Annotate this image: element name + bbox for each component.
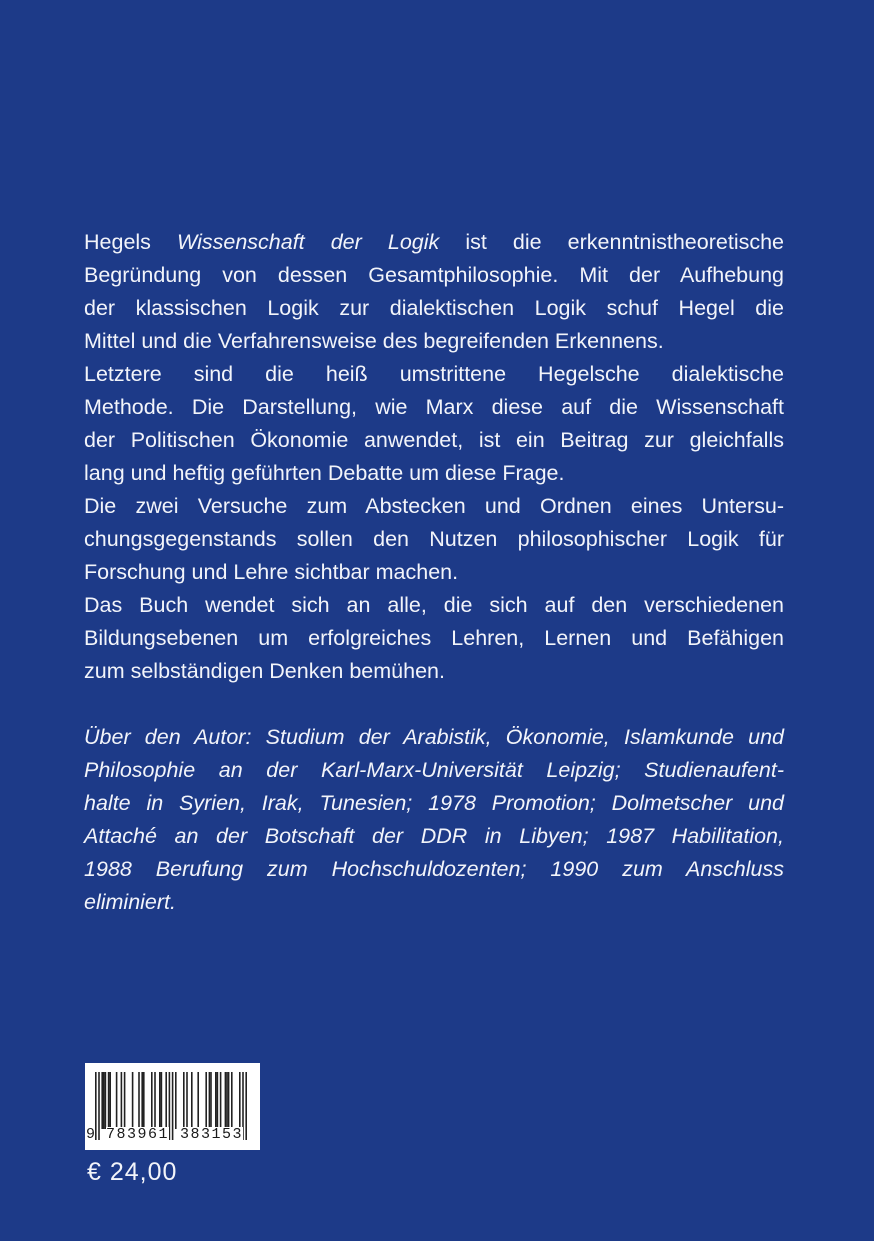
author-note-line: Über den Autor: Studium der Arabistik, Ökonomie, Islamkunde und (84, 725, 784, 749)
author-note-line: Attaché an der Botschaft der DDR in Libyen; 1987 Habilitation, (84, 824, 784, 848)
author-note-line: Philosophie an der Karl-Marx-Universität Leipzig; Studienaufent- (84, 758, 784, 782)
blurb-line: Bildungsebenen um erfolgreiches Lehren, Lernen und Befähigen (84, 626, 784, 650)
blurb-line: Forschung und Lehre sichtbar machen. (84, 560, 459, 584)
blurb-line: Die zwei Versuche zum Abstecken und Ordnen eines Untersu- (84, 494, 784, 518)
blurb-line: Mittel und die Verfahrensweise des begreifenden Erkennens. (84, 329, 664, 353)
barcode-digits-right: 383153 (180, 1126, 244, 1143)
blurb-line: Letztere sind die heiß umstrittene Hegelsche dialektische (84, 362, 784, 386)
price-label: € 24,00 (87, 1158, 178, 1186)
author-note-line: eliminiert. (84, 890, 176, 914)
blurb-line: Hegels Wissenschaft der Logik ist die erkenntnistheoretische (84, 230, 785, 254)
blurb-line: lang und heftig geführten Debatte um diese Frage. (84, 461, 565, 485)
barcode-digits-left: 783961 (106, 1126, 170, 1143)
blurb-line: zum selbständigen Denken bemühen. (84, 659, 445, 683)
barcode (85, 1063, 260, 1150)
blurb-line: der klassischen Logik zur dialektischen Logik schuf Hegel die (84, 296, 784, 320)
author-note-line: halte in Syrien, Irak, Tunesien; 1978 Promotion; Dolmetscher und (84, 791, 784, 815)
blurb-line: Das Buch wendet sich an alle, die sich auf den verschiedenen (84, 593, 784, 617)
blurb-line: der Politischen Ökonomie anwendet, ist ein Beitrag zur gleichfalls (84, 428, 784, 452)
blurb-line: Methode. Die Darstellung, wie Marx diese auf die Wissenschaft (84, 395, 784, 419)
blurb-line: chungsgegenstands sollen den Nutzen philosophischer Logik für (84, 527, 784, 551)
blurb (84, 226, 784, 688)
author-note (84, 721, 784, 919)
barcode-digit-first: 9 (86, 1126, 96, 1143)
blurb-line: Begründung von dessen Gesamtphilosophie. Mit der Aufhebung (84, 263, 784, 287)
author-note-line: 1988 Berufung zum Hochschuldozenten; 1990 zum Anschluss (84, 857, 784, 881)
